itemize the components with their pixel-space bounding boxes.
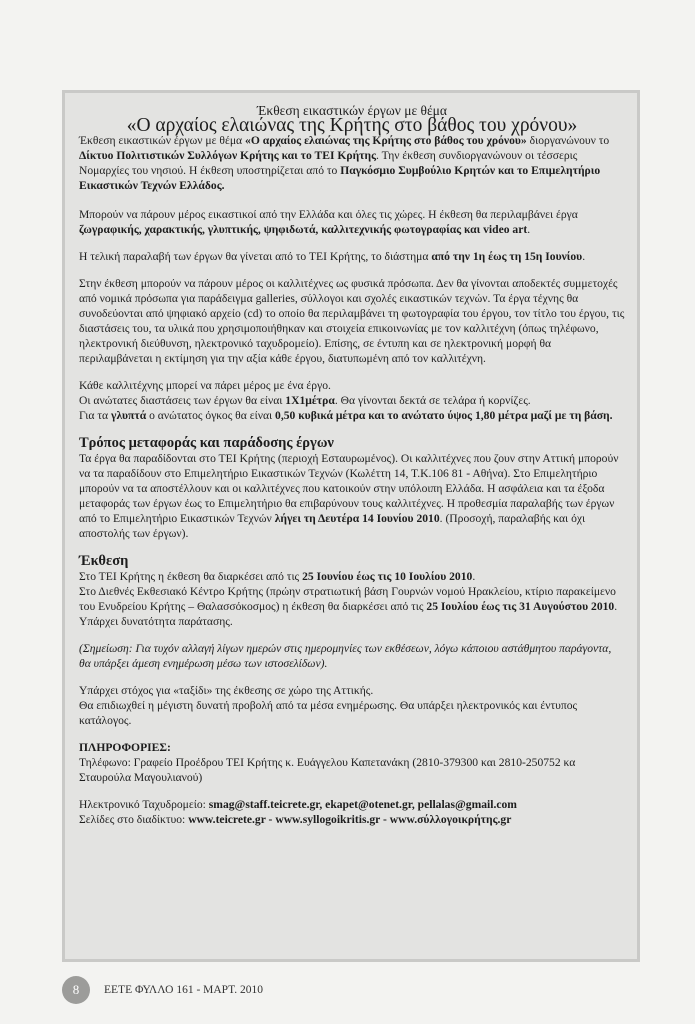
text-bold: λήγει τη Δευτέρα 14 Ιουνίου 2010 bbox=[274, 512, 440, 525]
text: . Υπάρχει δυνατότητα παράτασης. bbox=[79, 600, 618, 628]
paragraph-tour bbox=[79, 683, 625, 728]
text: Στο ΤΕΙ Κρήτης η έκθεση θα διαρκέσει από τις bbox=[79, 570, 303, 583]
text: . Την έκθεση συνδιοργανώνουν οι τέσσερις Νομαρχίες του νησιού. Η έκθεση υποστηρίζεται από το bbox=[79, 149, 578, 177]
paragraph-exhibition bbox=[79, 569, 625, 629]
text: Τα έργα θα παραδίδονται στο ΤΕΙ Κρήτης (περιοχή Εσταυρωμένος). Οι καλλιτέχνες που ζουν στην Αττική μπορούν να τα παραδίδουν στο Επιμελητήριο Εικαστικών Τεχνών (Κωλέττη 14, Τ.Κ.106 81 - Αθήνα). Στο Επιμελητήριο μπορούν να τα αποστέλλουν και οι καλλιτέχνες που κατοικούν στην υπόλοιπη Ελλάδα. Η ασφάλεια και τα έξοδα μεταφοράς των έργων έως το Επιμελητήριο θα επιβαρύνουν τους καλλιτέχνες. Η προθεσμία παραλαβής των έργων από το Επιμελητήριο Εικαστικών Τεχνών bbox=[79, 452, 619, 525]
text: Κάθε καλλιτέχνης μπορεί να πάρει μέρος με ένα έργο. bbox=[79, 379, 331, 392]
paragraph-participation bbox=[79, 207, 625, 237]
page-title: «Ο αρχαίος ελαιώνας της Κρήτης στο βάθος του χρόνου» bbox=[126, 115, 578, 136]
subtitle: Έκθεση εικαστικών έργων με θέμα bbox=[257, 103, 447, 118]
text-bold: 25 Ιουνίου έως τις 10 Ιουλίου 2010 bbox=[302, 570, 473, 583]
text-bold: 0,50 κυβικά μέτρα και το ανώτατο ύψος 1,80 μέτρα μαζί με τη βάση. bbox=[275, 409, 613, 422]
web-label: Σελίδες στο διαδίκτυο: bbox=[79, 813, 189, 826]
text: . Θα γίνονται δεκτά σε τελάρα ή κορνίζες. bbox=[334, 394, 531, 407]
text: ο ανώτατος όγκος θα είναι bbox=[146, 409, 276, 422]
text-bold: 25 Ιουλίου έως τις 31 Αυγούστου 2010 bbox=[426, 600, 615, 613]
text: διοργανώνουν το bbox=[526, 134, 610, 147]
text: Έκθεση εικαστικών έργων με θέμα bbox=[79, 134, 246, 147]
info-web bbox=[79, 812, 625, 827]
paragraph-delivery-dates bbox=[79, 249, 625, 264]
text: Οι ανώτατες διαστάσεις των έργων θα είναι bbox=[79, 394, 286, 407]
web-links[interactable]: www.teicrete.gr - www.syllogoikritis.gr - www.σύλλογοικρήτης.gr bbox=[188, 813, 512, 826]
text: Στο Διεθνές Εκθεσιακό Κέντρο Κρήτης (πρώην στρατιωτική βάση Γουρνών νομού Ηρακλείου, κτίριο παρακείμενο του Ενυδρείου Κρήτης – Θαλασσόκοσμος) η έκθεση θα διαρκέσει από τις bbox=[79, 585, 616, 613]
text: Για τα bbox=[79, 409, 112, 422]
text-bold: Παγκόσμιο Συμβούλιο Κρητών και το Επιμελητήριο Εικαστικών Τεχνών Ελλάδος. bbox=[79, 164, 601, 192]
text: . bbox=[527, 223, 531, 236]
page-footer bbox=[62, 976, 263, 1004]
text: . bbox=[472, 570, 476, 583]
paragraph-dimensions bbox=[79, 378, 625, 423]
info-email bbox=[79, 797, 625, 812]
text-bold: γλυπτά bbox=[111, 409, 147, 422]
info-heading: ΠΛΗΡΟΦΟΡΙΕΣ: bbox=[79, 741, 171, 754]
paragraph-note: (Σημείωση: Για τυχόν αλλαγή λίγων ημερών στις ημερομηνίες των εκθέσεων, λόγω κάποιου αστάθμητου παράγοντα, θα υπάρξει άμεση ενημέρωση μέσω των ιστοσελίδων). bbox=[79, 642, 612, 670]
text: . (Προσοχή, παραλαβής και όχι αποστολής των έργων). bbox=[79, 512, 586, 540]
heading-exhibition: Έκθεση bbox=[79, 553, 129, 569]
email-addresses[interactable]: smag@staff.teicrete.gr, ekapet@otenet.gr, pellalas@gmail.com bbox=[208, 798, 517, 811]
page-number: 8 bbox=[62, 976, 90, 1004]
paragraph-requirements: Στην έκθεση μπορούν να πάρουν μέρος οι καλλιτέχνες ως φυσικά πρόσωπα. Δεν θα γίνονται αποδεκτές συμμετοχές από νομικά πρόσωπα για παράδειγμα galleries, σύλλογοι και σχολές εικαστικών τεχνών. Τα έργα τέχνης θα συνοδεύονται από ψηφιακό αρχείο (cd) το οποίο θα περιλαμβάνει τη φωτογραφία του έργου, τον τίτλο του έργου, τις διαστάσεις του, τα υλικά που χρησιμοποιήθηκαν και στοιχεία επικοινωνίας με τον καλλιτέχνη (όπως τηλέφωνο, ηλεκτρονική διεύθυνση, ηλεκτρονικό ταχυδρομείο). Επίσης, σε έντυπη και σε ηλεκτρονική μορφή θα περιλαμβάνεται η εκτίμηση για την αξία κάθε έργου, διατυπωμένη από τον καλλιτέχνη. bbox=[79, 277, 625, 365]
text-bold: «Ο αρχαίος ελαιώνας της Κρήτης στο βάθος του χρόνου» bbox=[245, 134, 527, 147]
text: Θα επιδιωχθεί η μέγιστη δυνατή προβολή από τα μέσα ενημέρωσης. Θα υπάρξει ηλεκτρονικός και έντυπος κατάλογος. bbox=[79, 699, 578, 727]
announcement-box bbox=[62, 90, 640, 962]
text: . bbox=[582, 250, 586, 263]
text-bold: ζωγραφικής, χαρακτικής, γλυπτικής, ψηφιδωτά, καλλιτεχνικής φωτογραφίας και video art bbox=[79, 223, 528, 236]
paragraph-intro bbox=[79, 133, 625, 193]
issue-info: ΕΕΤΕ ΦΥΛΛΟ 161 - ΜΑΡΤ. 2010 bbox=[104, 984, 263, 996]
text: Η τελική παραλαβή των έργων θα γίνεται από το ΤΕΙ Κρήτης, το διάστημα bbox=[79, 250, 432, 263]
info-phone: Τηλέφωνο: Γραφείο Προέδρου ΤΕΙ Κρήτης κ. Ευάγγελου Καπετανάκη (2810-379300 και 2810-250752 κα Σταυρούλα Μαγουλιανού) bbox=[79, 756, 576, 784]
heading-transport: Τρόπος μεταφοράς και παράδοσης έργων bbox=[79, 435, 334, 451]
text-bold: 1Χ1μέτρα bbox=[285, 394, 335, 407]
text-bold: από την 1η έως τη 15η Ιουνίου bbox=[431, 250, 583, 263]
text: Υπάρχει στόχος για «ταξίδι» της έκθεσης σε χώρο της Αττικής. bbox=[79, 684, 374, 697]
text-bold: Δίκτυο Πολιτιστικών Συλλόγων Κρήτης και το ΤΕΙ Κρήτης bbox=[79, 149, 376, 162]
paragraph-transport bbox=[79, 451, 625, 541]
email-label: Ηλεκτρονικό Ταχυδρομείο: bbox=[79, 798, 209, 811]
text: Μπορούν να πάρουν μέρος εικαστικοί από την Ελλάδα και όλες τις χώρες. Η έκθεση θα περιλαμβάνει έργα bbox=[79, 208, 578, 221]
